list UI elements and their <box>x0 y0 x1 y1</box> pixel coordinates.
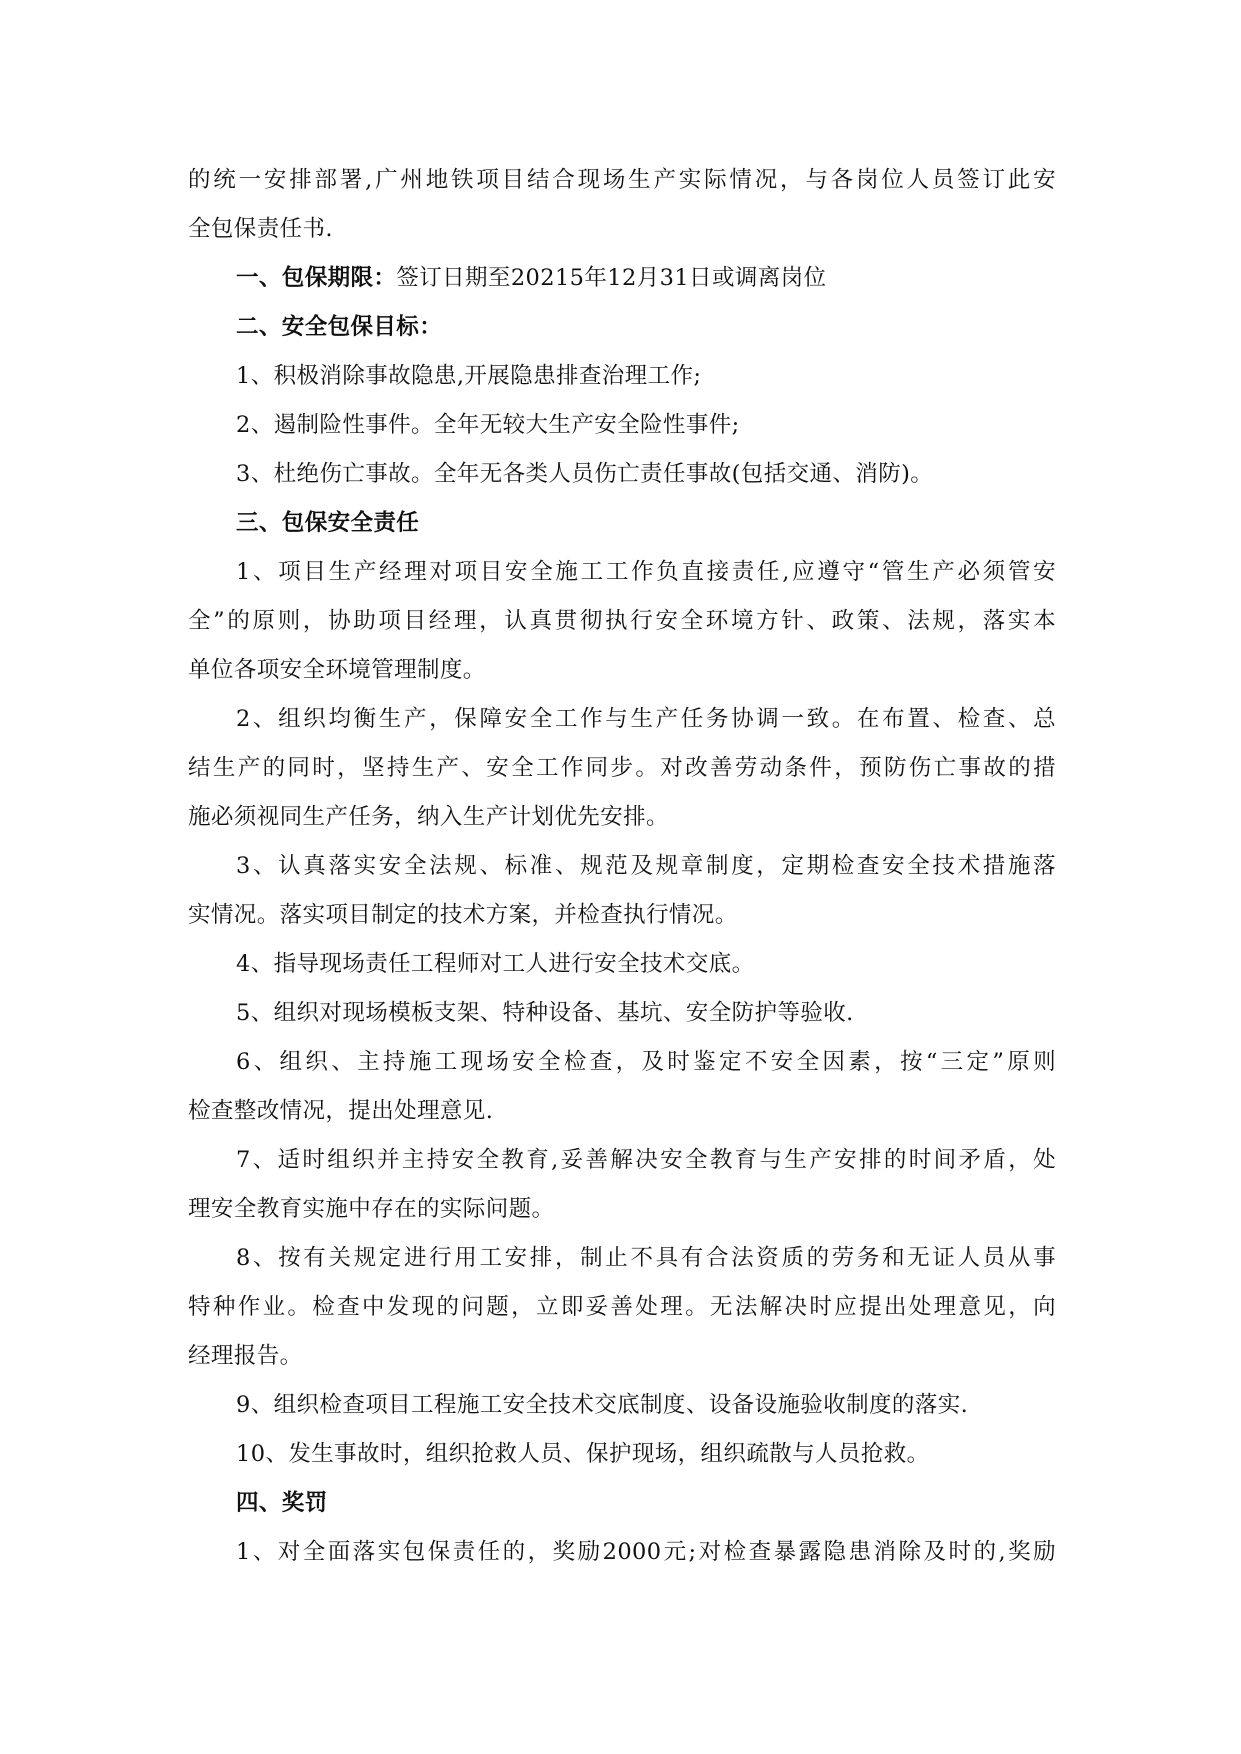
list-item: 1、积极消除事故隐患,开展隐患排查治理工作; <box>236 363 702 389</box>
section-heading: 二、安全包保目标： <box>236 314 443 340</box>
section-heading-term <box>188 254 1056 303</box>
paragraph-line: 1、对全面落实包保责任的，奖励2000元;对检查暴露隐患消除及时的,奖励 <box>236 1539 1056 1565</box>
paragraph-line: 实情况。落实项目制定的技术方案，并检查执行情况。 <box>188 902 738 928</box>
list-item: 3、杜绝伤亡事故。全年无各类人员伤亡责任事故(包括交通、消防)。 <box>236 461 934 487</box>
intro-line: 全包保责任书. <box>188 216 333 242</box>
paragraph-line: 经理报告。 <box>188 1343 303 1369</box>
paragraph-line: 6、组织、主持施工现场安全检查，及时鉴定不安全因素，按“三定”原则 <box>236 1049 1056 1075</box>
paragraph-line: 单位各项安全环境管理制度。 <box>188 657 486 683</box>
list-item: 2、遏制险性事件。全年无较大生产安全险性事件; <box>236 412 740 438</box>
section-heading-tail: 签订日期至20215年12月31日或调离岗位 <box>396 265 827 291</box>
paragraph-line: 7、适时组织并主持安全教育,妥善解决安全教育与生产安排的时间矛盾，处 <box>236 1147 1056 1173</box>
document-body <box>188 156 1056 1577</box>
paragraph-line: 1、项目生产经理对项目安全施工工作负直接责任,应遵守“管生产必须管安 <box>236 559 1056 585</box>
paragraph-line: 结生产的同时，坚持生产、安全工作同步。对改善劳动条件，预防伤亡事故的措 <box>188 755 1056 781</box>
paragraph-line: 2、组织均衡生产，保障安全工作与生产任务协调一致。在布置、检查、总 <box>236 706 1056 732</box>
paragraph-line: 3、认真落实安全法规、标准、规范及规章制度，定期检查安全技术措施落 <box>236 853 1056 879</box>
paragraph-line: 4、指导现场责任工程师对工人进行安全技术交底。 <box>236 951 755 977</box>
paragraph-line: 10、发生事故时，组织抢救人员、保护现场，组织疏散与人员抢救。 <box>236 1441 930 1467</box>
paragraph-line: 5、组织对现场模板支架、特种设备、基坑、安全防护等验收. <box>236 1000 854 1026</box>
paragraph-line: 检查整改情况，提出处理意见. <box>188 1098 494 1124</box>
paragraph-line: 8、按有关规定进行用工安排，制止不具有合法资质的劳务和无证人员从事 <box>236 1245 1056 1271</box>
paragraph-line: 理安全教育实施中存在的实际问题。 <box>188 1196 555 1222</box>
paragraph-line: 9、组织检查项目工程施工安全技术交底制度、设备设施验收制度的落实. <box>236 1392 969 1418</box>
paragraph-line: 施必须视同生产任务，纳入生产计划优先安排。 <box>188 804 669 830</box>
section-heading: 四、奖罚 <box>236 1490 328 1516</box>
paragraph-line: 全”的原则，协助项目经理，认真贯彻执行安全环境方针、政策、法规，落实本 <box>188 608 1056 634</box>
paragraph-line: 特种作业。检查中发现的问题，立即妥善处理。无法解决时应提出处理意见，向 <box>188 1294 1056 1320</box>
intro-line: 的统一安排部署,广州地铁项目结合现场生产实际情况，与各岗位人员签订此安 <box>188 167 1056 193</box>
section-heading: 一、包保期限： <box>236 265 397 291</box>
section-heading: 三、包保安全责任 <box>236 510 420 536</box>
